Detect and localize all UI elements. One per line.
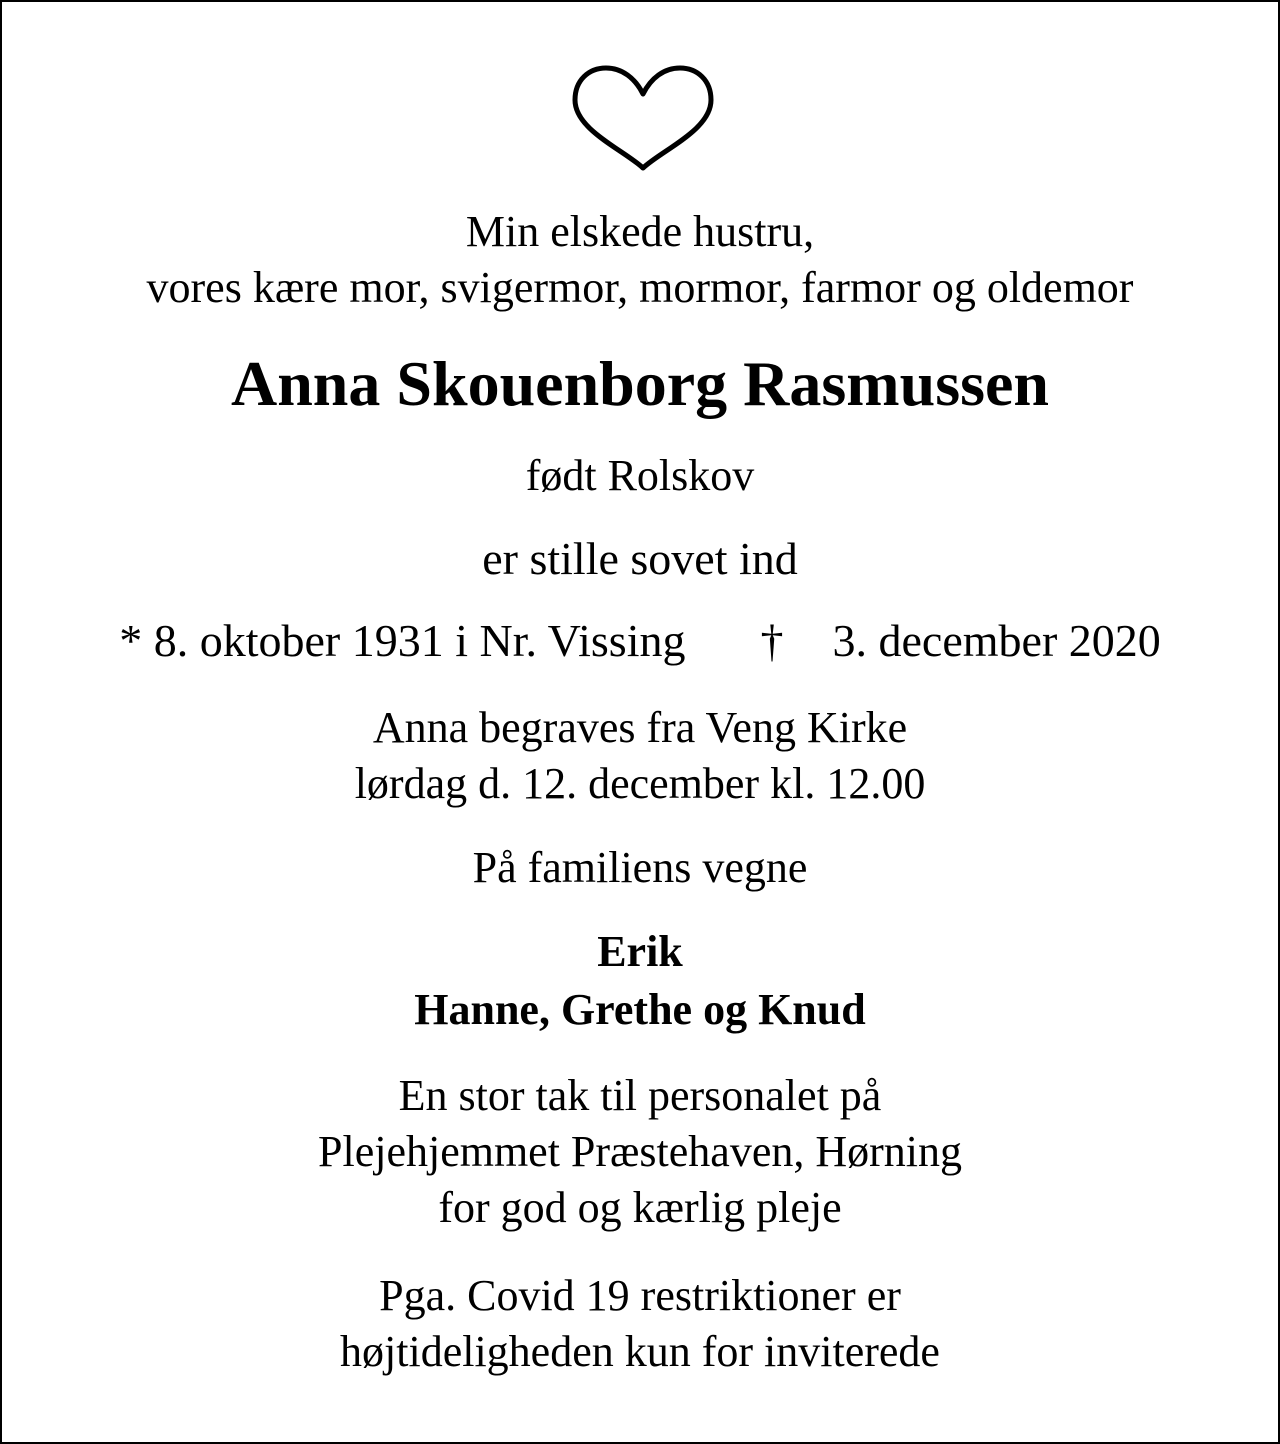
heart-icon <box>568 64 718 176</box>
funeral-line-1: Anna begraves fra Veng Kirke <box>372 703 908 752</box>
birth-symbol: * <box>119 615 143 666</box>
covid-line-2: højtideligheden kun for inviterede <box>340 1327 940 1376</box>
intro-line-1: Min elskede hustru, <box>465 207 815 256</box>
thanks-line-3: for god og kærlig pleje <box>438 1183 842 1232</box>
maiden-name: født Rolskov <box>525 451 755 500</box>
thanks-line-1: En stor tak til personalet på <box>398 1071 882 1120</box>
birth-date: 8. oktober 1931 i Nr. Vissing <box>153 615 686 666</box>
funeral-line-2: lørdag d. 12. december kl. 12.00 <box>354 759 926 808</box>
death-date: 3. december 2020 <box>832 615 1161 666</box>
intro-line-2: vores kære mor, svigermor, mormor, farmor og oldemor <box>146 263 1134 312</box>
family-line-1: Erik <box>597 927 683 976</box>
covid-line-1: Pga. Covid 19 restriktioner er <box>379 1271 901 1320</box>
family-line-2: Hanne, Grethe og Knud <box>414 985 866 1034</box>
on-behalf-text: På familiens vegne <box>472 843 808 892</box>
deceased-name: Anna Skouenborg Rasmussen <box>230 348 1050 419</box>
passed-text: er stille sovet ind <box>482 533 798 584</box>
dates-line <box>2 615 1278 666</box>
thanks-line-2: Plejehjemmet Præstehaven, Hørning <box>318 1127 962 1176</box>
death-symbol: † <box>760 615 784 666</box>
